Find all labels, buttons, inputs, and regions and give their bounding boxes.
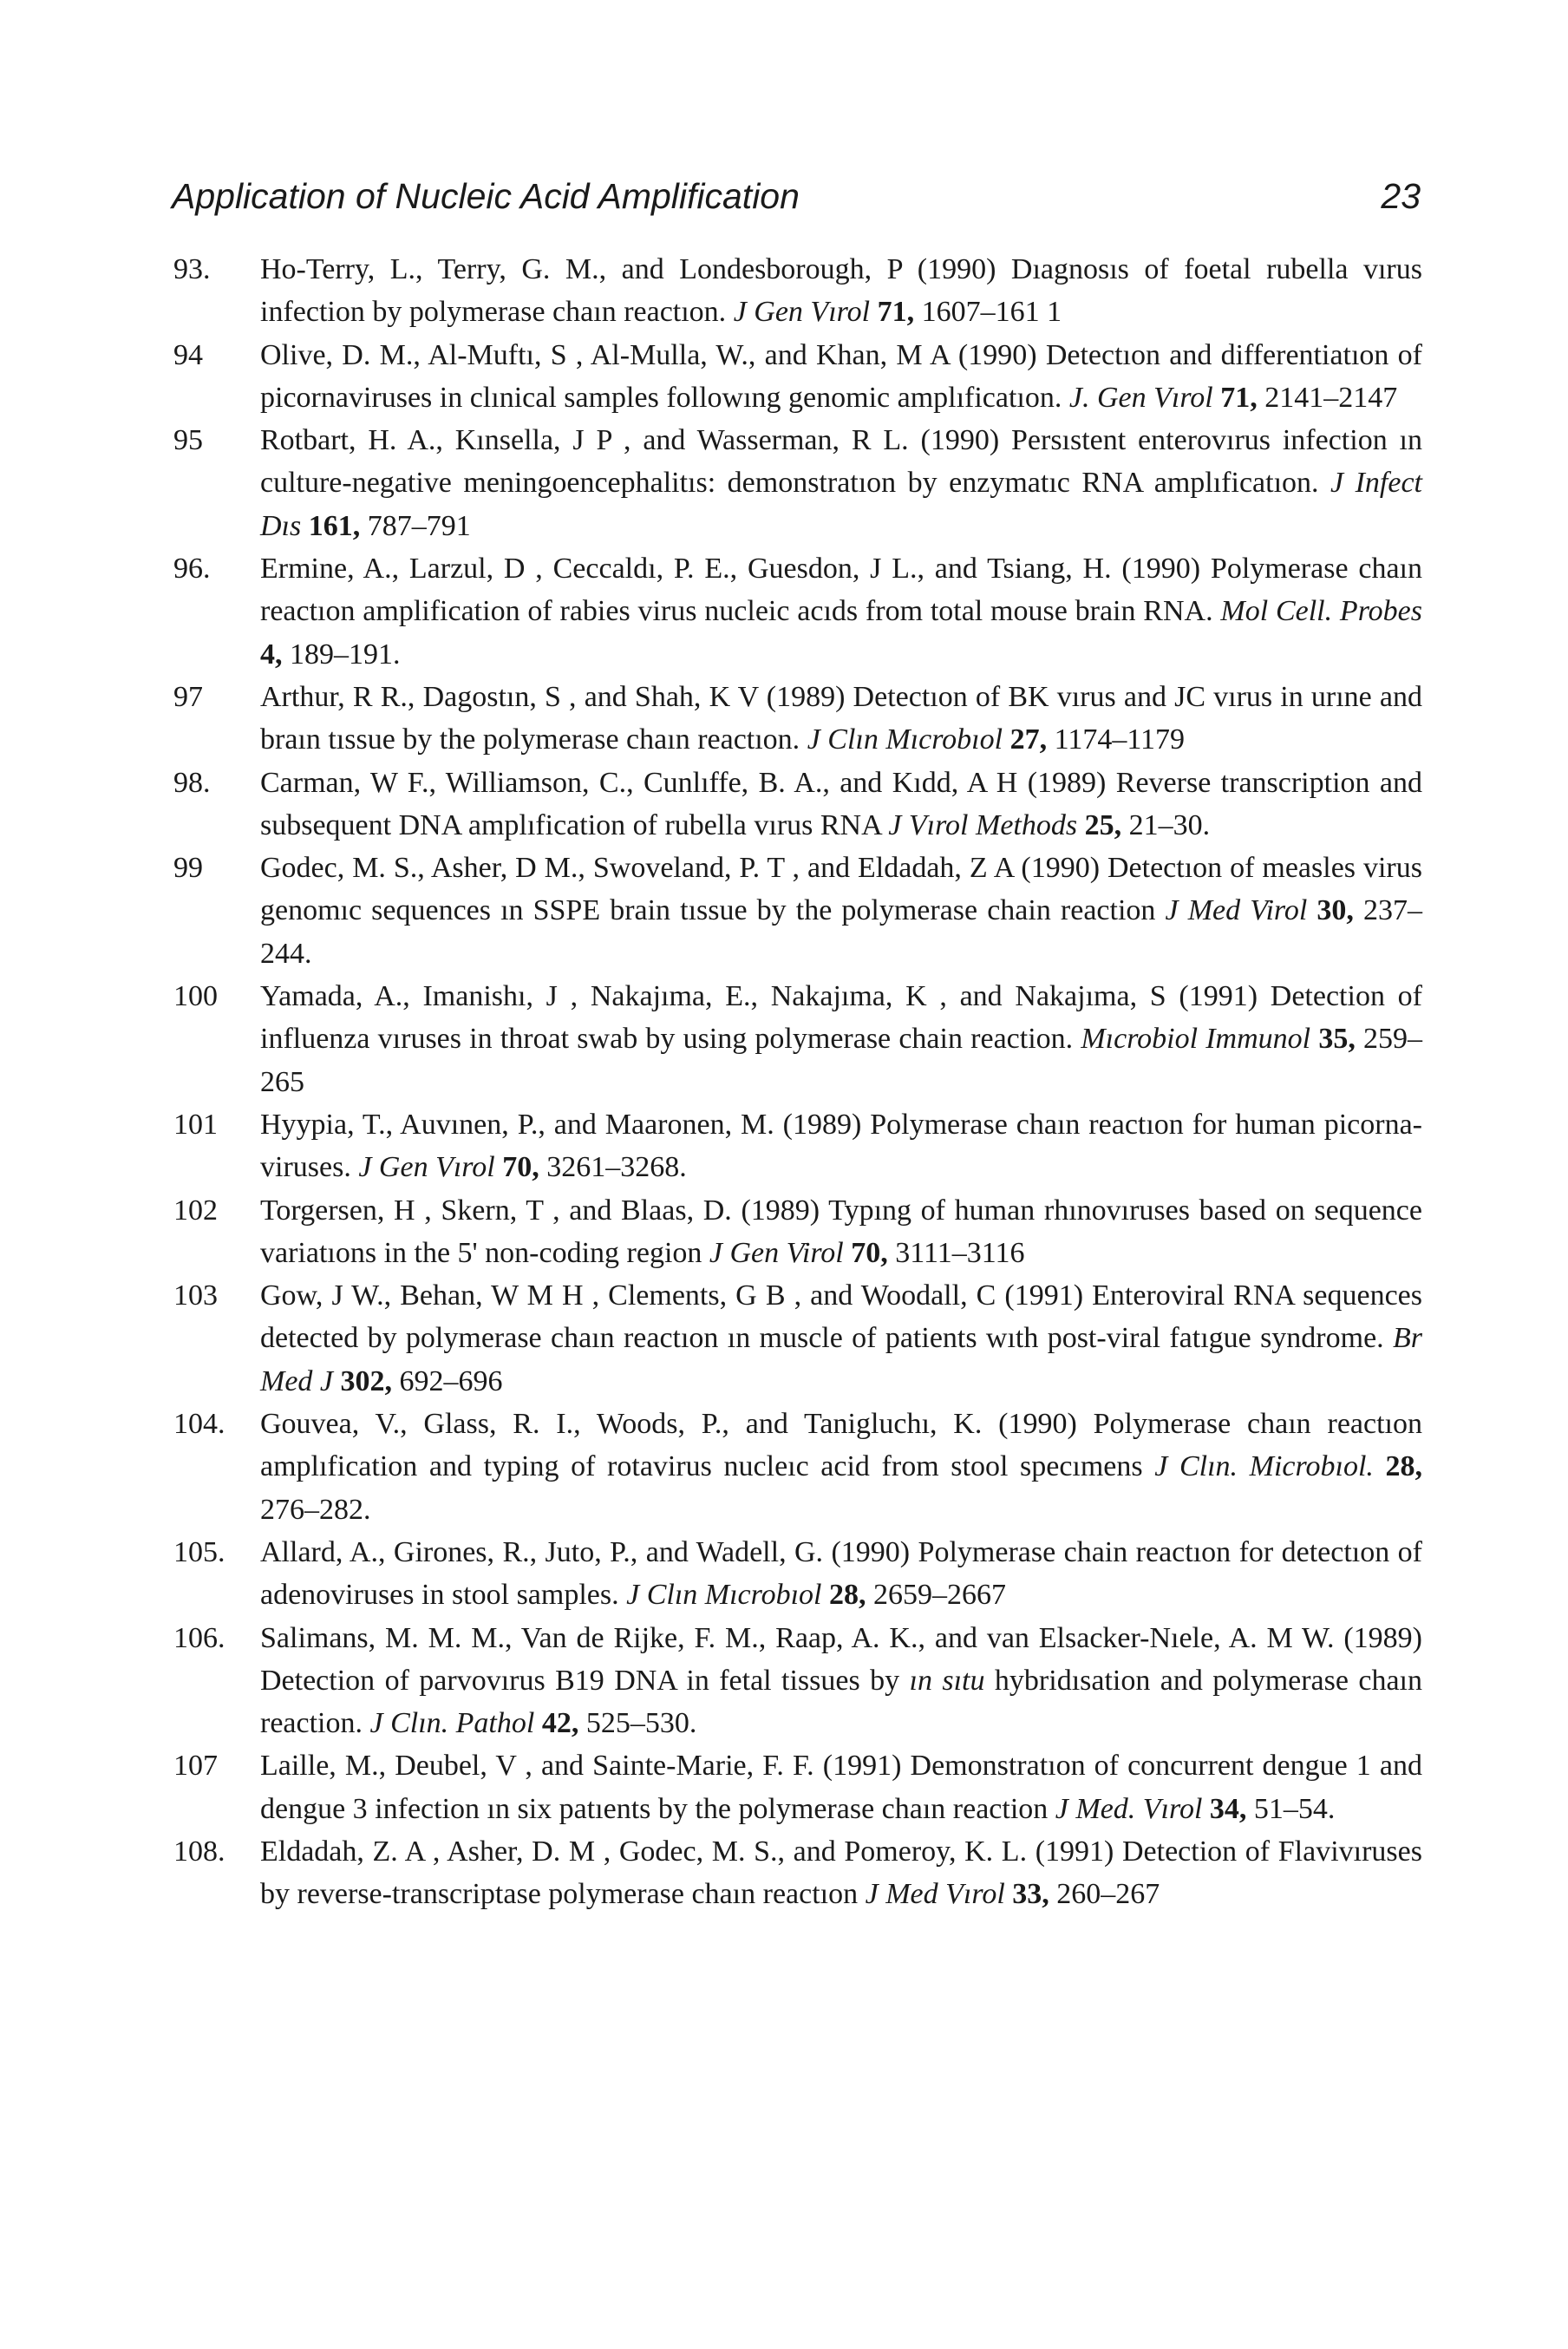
reference-item (173, 1274, 1422, 1403)
reference-title-italic: ın sıtu (909, 1664, 985, 1697)
reference-pages: 2141–2147 (1257, 381, 1398, 414)
reference-number: 104. (173, 1408, 225, 1441)
reference-body (260, 762, 1422, 847)
reference-pages: 260–267 (1049, 1878, 1160, 1911)
reference-volume: 28, (829, 1579, 866, 1612)
reference-item (173, 847, 1422, 975)
reference-pages: 259–265 (260, 1023, 1422, 1098)
reference-journal: J Gen Virol (709, 1236, 844, 1269)
reference-authors: Ho-Terry, L., Terry, G. M., and Londesborough, P (1990) (260, 253, 1011, 285)
reference-journal: Mıcrobiol Immunol (1081, 1023, 1311, 1056)
reference-authors: Olive, D. M., Al-Muftı, S , Al-Mulla, W., and Khan, M A (1990) (260, 338, 1046, 371)
reference-authors: Godec, M. S., Asher, D M., Swoveland, P. T , and Eldadah, Z A (1990) (260, 852, 1107, 885)
reference-number: 102 (173, 1194, 218, 1227)
reference-item (173, 1744, 1422, 1830)
reference-body (260, 547, 1422, 676)
reference-pages: 3111–3116 (887, 1236, 1025, 1269)
reference-volume: 302, (340, 1364, 393, 1397)
reference-number: 97 (173, 680, 203, 713)
reference-number: 99 (173, 852, 203, 885)
page-number: 23 (1381, 176, 1421, 216)
running-head-title: Application of Nucleic Acid Amplification (172, 176, 800, 216)
reference-number: 106. (173, 1621, 225, 1654)
reference-pages: 1607–161 1 (914, 296, 1062, 329)
reference-title: Detectıon of measles virus genomıc sequences ın SSPE brain tıssue by the polymerase chain reaction (260, 852, 1422, 927)
reference-number: 93. (173, 253, 211, 285)
reference-journal: J. Gen Vırol (1068, 381, 1213, 414)
reference-body (260, 1403, 1422, 1531)
running-head (172, 170, 1421, 222)
reference-journal: J Gen Vırol (358, 1151, 495, 1184)
reference-pages: 787–791 (360, 509, 471, 542)
reference-title: Enteroviral RNA sequences detected by polymerase chaın reactıon ın muscle of patients wıth post-viral fatıgue syndrome. (260, 1279, 1422, 1355)
reference-authors: Rotbart, H. A., Kınsella, J P , and Wasserman, R L. (1990) (260, 424, 1011, 457)
reference-volume: 161, (308, 509, 361, 542)
reference-journal: J Med Vırol (865, 1878, 1005, 1911)
reference-item (173, 1403, 1422, 1531)
reference-pages: 692–696 (392, 1364, 503, 1397)
reference-title: Demonstratıon of concurrent dengue 1 and dengue 3 infection ın six patıents by the polymerase chaın reaction (260, 1750, 1422, 1825)
reference-pages: 2659–2667 (866, 1579, 1007, 1612)
reference-item (173, 1830, 1422, 1916)
reference-item (173, 975, 1422, 1103)
reference-authors: Yamada, A., Imanishı, J , Nakajıma, E., Nakajıma, K , and Nakajıma, S (1991) (260, 980, 1271, 1013)
reference-item (173, 419, 1422, 547)
reference-body (260, 1274, 1422, 1403)
reference-item (173, 547, 1422, 676)
reference-volume: 70, (851, 1236, 888, 1269)
reference-number: 98. (173, 766, 211, 799)
reference-title: Reverse transcription and subsequent DNA amplıfication of rubella vırus RNA (260, 766, 1423, 841)
reference-item (173, 248, 1422, 334)
reference-authors: Gouvea, V., Glass, R. I., Woods, P., and Tanigluchı, K. (1990) (260, 1408, 1094, 1441)
reference-pages: 189–191. (282, 638, 401, 671)
reference-title: Dıagnosıs of foetal rubella vırus infection by polymerase chaın reactıon. (260, 253, 1422, 329)
reference-number: 94 (173, 338, 203, 371)
reference-pages: 51–54. (1246, 1792, 1336, 1825)
reference-journal: Br Med J (260, 1322, 1422, 1397)
reference-volume: 30, (1316, 894, 1354, 927)
reference-title: Detection of Flavivıruses by reverse-transcriptase polymerase chaın reactıon (260, 1835, 1422, 1911)
reference-volume: 35, (1318, 1023, 1356, 1056)
reference-body (260, 334, 1422, 420)
reference-volume: 28, (1385, 1450, 1423, 1483)
reference-body (260, 1830, 1422, 1916)
reference-number: 96. (173, 553, 211, 586)
reference-body (260, 975, 1422, 1103)
reference-number: 101 (173, 1108, 218, 1141)
reference-item (173, 1103, 1422, 1189)
reference-journal: J Med Virol (1165, 894, 1308, 927)
reference-body (260, 1531, 1422, 1617)
reference-number: 100 (173, 980, 218, 1013)
reference-authors: Hyypia, T., Auvınen, P., and Maaronen, M. (1989) (260, 1108, 871, 1141)
reference-body (260, 1744, 1422, 1830)
reference-title: Typıng of human rhınovıruses based on sequence variatıons in the 5' non-coding region (260, 1194, 1422, 1269)
reference-journal: J Gen Vırol (733, 296, 871, 329)
reference-volume: 71, (877, 296, 915, 329)
reference-pages: 276–282. (260, 1493, 371, 1526)
reference-journal: J Clın Mıcrobıol (807, 723, 1003, 756)
reference-title: Persıstent enterovırus infection ın culture-negative meningoencephalitıs: demonstratıon by enzymatıc RNA amplıficatıon. (260, 424, 1422, 500)
reference-item (173, 676, 1422, 762)
reference-title: Detection of influenza vıruses in throat swab by using polymerase chain reaction. (260, 980, 1422, 1056)
reference-journal: J Vırol Methods (888, 808, 1078, 841)
reference-authors: Laille, M., Deubel, V , and Sainte-Marie, F. F. (1991) (260, 1750, 911, 1783)
reference-volume: 25, (1084, 808, 1122, 841)
reference-item (173, 1531, 1422, 1617)
reference-pages: 3261–3268. (539, 1151, 687, 1184)
reference-authors: Allard, A., Girones, R., Juto, P., and Wadell, G. (1990) (260, 1535, 918, 1568)
reference-title: Detectıon and differentiatıon of picornaviruses in clınical samples followıng genomic amplıficatıon. (260, 338, 1422, 414)
reference-pages: 21–30. (1121, 808, 1211, 841)
reference-body (260, 248, 1422, 334)
reference-title: Polymerase chain reactıon for detectıon of adenoviruses in stool samples. (260, 1535, 1422, 1612)
reference-volume: 71, (1220, 381, 1258, 414)
reference-authors: Carman, W F., Williamson, C., Cunlıffe, B. A., and Kıdd, A H (1989) (260, 766, 1116, 799)
reference-item (173, 1617, 1422, 1745)
reference-number: 108. (173, 1835, 225, 1868)
reference-title: Polymerase chaın reactıon for human picorna-viruses. (260, 1108, 1423, 1184)
reference-journal: J Clın Mıcrobıol (626, 1579, 822, 1612)
reference-authors: Ermine, A., Larzul, D , Ceccaldı, P. E., Guesdon, J L., and Tsiang, H. (1990) (260, 553, 1211, 586)
reference-volume: 70, (502, 1151, 539, 1184)
reference-title: Polymerase chaın reactıon amplıfication and typing of rotavirus nucleıc acid from stool specımens (260, 1408, 1422, 1483)
reference-body (260, 419, 1422, 547)
reference-authors: Salimans, M. M. M., Van de Rijke, F. M., Raap, A. K., and van Elsacker-Nıele, A. M W. (1989) (260, 1621, 1422, 1654)
reference-journal: J Med. Vırol (1055, 1792, 1203, 1825)
reference-number: 105. (173, 1535, 225, 1568)
reference-journal: J Clın. Microbıol. (1154, 1450, 1374, 1483)
reference-item (173, 1189, 1422, 1275)
reference-authors: Torgersen, H , Skern, T , and Blaas, D. (1989) (260, 1194, 829, 1227)
reference-journal: J Infect Dıs (260, 467, 1422, 542)
reference-volume: 4, (260, 638, 283, 671)
reference-pages: 525–530. (578, 1707, 697, 1740)
reference-pages: 1174–1179 (1047, 723, 1186, 756)
reference-number: 103 (173, 1279, 218, 1312)
reference-body (260, 676, 1422, 762)
reference-volume: 27, (1009, 723, 1048, 756)
reference-authors: Eldadah, Z. A , Asher, D. M , Godec, M. S., and Pomeroy, K. L. (1991) (260, 1835, 1122, 1868)
reference-authors: Gow, J W., Behan, W M H , Clements, G B , and Woodall, C (1991) (260, 1279, 1093, 1312)
reference-body (260, 1103, 1422, 1189)
reference-volume: 42, (541, 1707, 579, 1740)
reference-volume: 33, (1012, 1878, 1049, 1911)
reference-journal: Mol Cell. Probes (1220, 595, 1422, 628)
reference-body (260, 1189, 1422, 1275)
reference-volume: 34, (1209, 1792, 1247, 1825)
reference-body (260, 1617, 1422, 1745)
reference-number: 107 (173, 1750, 218, 1783)
reference-item (173, 334, 1422, 420)
reference-body (260, 847, 1422, 975)
reference-journal: J Clın. Pathol (369, 1707, 535, 1740)
reference-title-rest: hybridısation and polymerase chaın reaction. (260, 1664, 1422, 1740)
reference-pages: 237–244. (260, 894, 1422, 970)
reference-title: Polymerase chaın reactıon amplification of rabies virus nucleic acıds from total mouse brain RNA. (260, 553, 1422, 628)
reference-title: Detectıon of BK vırus and JC vırus in urıne and braın tıssue by the polymerase chaın reactıon. (260, 680, 1422, 756)
reference-list (173, 248, 1422, 1916)
reference-authors: Arthur, R R., Dagostın, S , and Shah, K V (1989) (260, 680, 853, 713)
reference-title: Detection of parvovırus B19 DNA in fetal tissues by (260, 1664, 910, 1697)
reference-number: 95 (173, 424, 203, 457)
reference-item (173, 762, 1422, 847)
